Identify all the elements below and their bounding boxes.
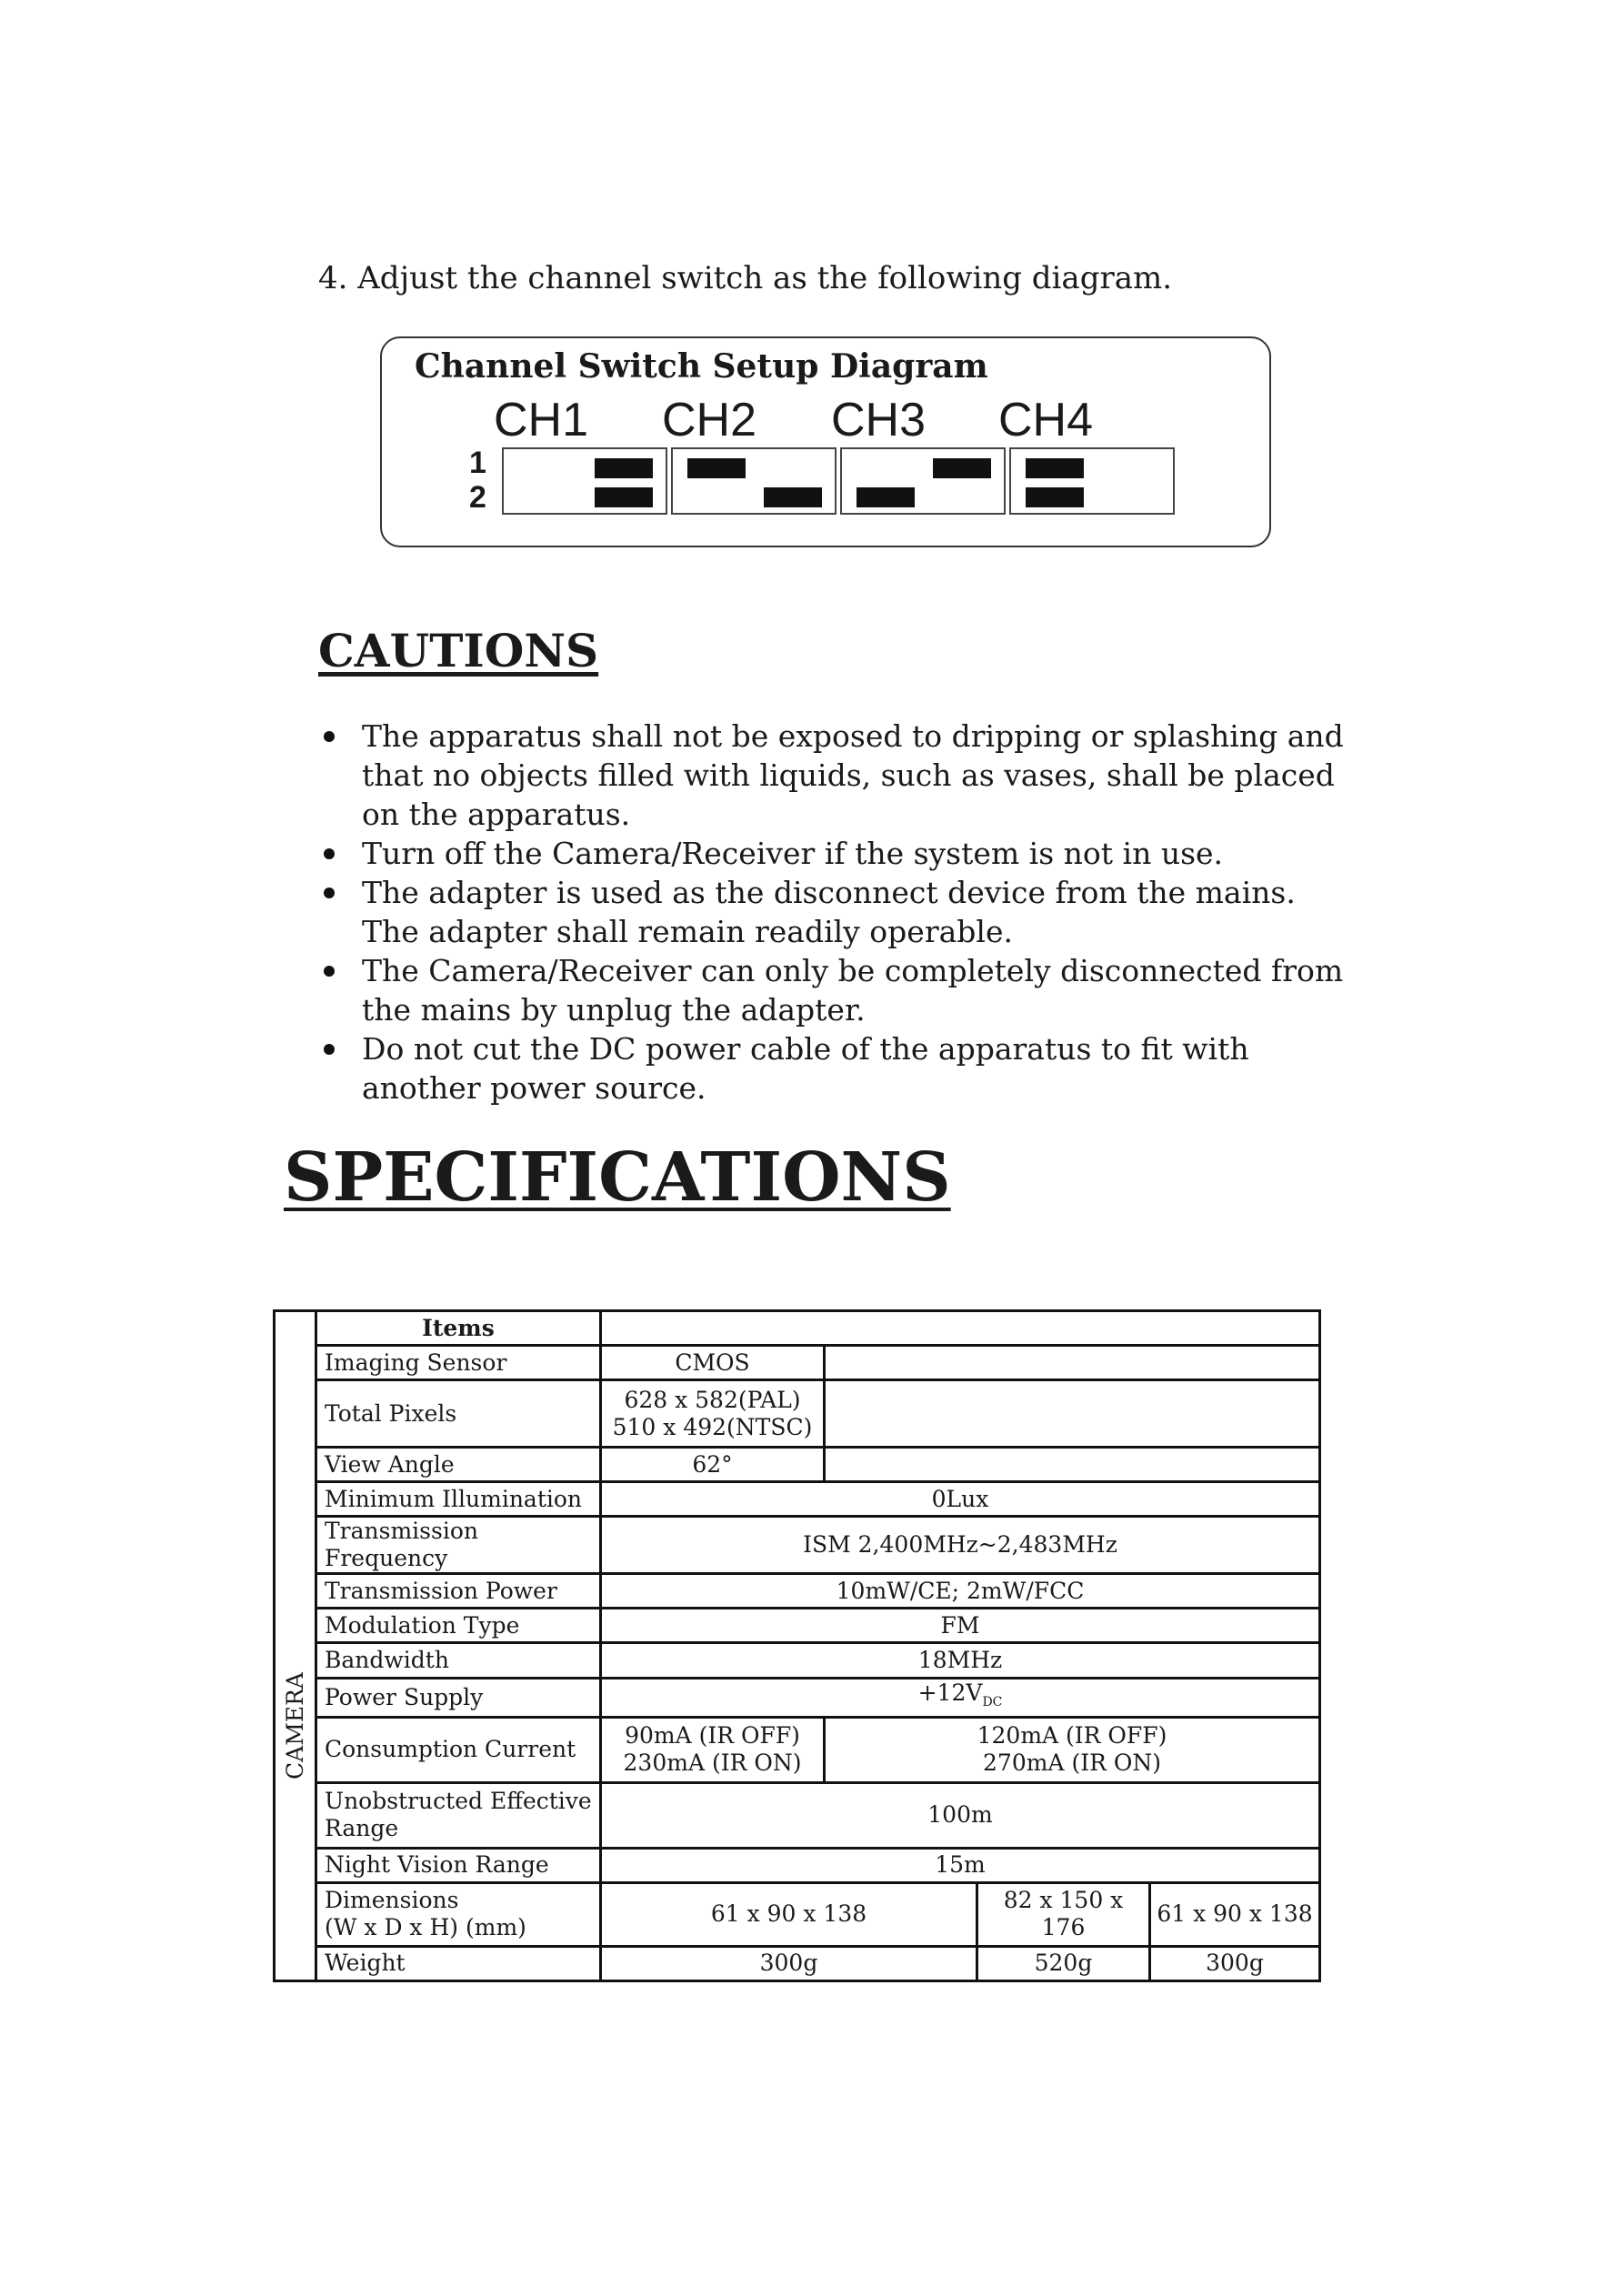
spec-value-modulation: FM	[601, 1609, 1320, 1643]
spec-value-dimensions-1: 61 x 90 x 138	[601, 1882, 977, 1946]
cautions-list	[318, 717, 1346, 1108]
bullet-icon	[324, 966, 335, 977]
spec-label-tx-frequency: Transmission Frequency	[316, 1517, 601, 1574]
spec-value-consumption-b: 120mA (IR OFF) 270mA (IR ON)	[825, 1717, 1320, 1782]
caution-item: The apparatus shall not be exposed to dripping or splashing and that no objects filled with liquids, such as vases, shall be placed on the apparatus.	[318, 717, 1346, 834]
spec-value-bandwidth: 18MHz	[601, 1643, 1320, 1678]
spec-label-bandwidth: Bandwidth	[316, 1643, 601, 1678]
spec-label-imaging-sensor: Imaging Sensor	[316, 1346, 601, 1380]
spec-label-view-angle: View Angle	[316, 1448, 601, 1482]
spec-label-modulation: Modulation Type	[316, 1609, 601, 1643]
spec-value-weight-1: 300g	[601, 1946, 977, 1980]
spec-label-power-supply: Power Supply	[316, 1678, 601, 1717]
switch-ch4	[1009, 447, 1175, 515]
switch-row-2-label: 2	[469, 480, 486, 515]
switch-ch2-bit1-off	[687, 458, 746, 478]
spec-value-tx-frequency: ISM 2,400MHz~2,483MHz	[601, 1517, 1320, 1574]
spec-value-range: 100m	[601, 1782, 1320, 1848]
step-4-instruction: 4. Adjust the channel switch as the following diagram.	[318, 260, 1173, 296]
switch-ch3	[840, 447, 1006, 515]
switch-ch4-bit2-off	[1026, 487, 1084, 507]
spec-value-view-angle: 62°	[601, 1448, 825, 1482]
spec-label-min-illumination: Minimum Illumination	[316, 1482, 601, 1517]
channel-label-ch1: CH1	[493, 394, 589, 446]
switch-ch1-bit2-on	[595, 487, 653, 507]
switch-ch3-bit1-on	[933, 458, 991, 478]
spec-label-dimensions: Dimensions (W x D x H) (mm)	[316, 1882, 601, 1946]
switch-ch3-bit2-off	[857, 487, 915, 507]
spec-value-total-pixels: 628 x 582(PAL) 510 x 492(NTSC)	[601, 1380, 825, 1448]
switch-ch1	[502, 447, 667, 515]
diagram-title: Channel Switch Setup Diagram	[415, 347, 988, 386]
bullet-icon	[324, 848, 335, 859]
spec-value-power-supply: $+12V_{DC}$	[601, 1678, 1320, 1717]
bullet-icon	[324, 1044, 335, 1055]
spec-value-weight-2: 520g	[977, 1946, 1150, 1980]
camera-group-label: CAMERA	[281, 1672, 308, 1780]
spec-value-dimensions-3: 61 x 90 x 138	[1150, 1882, 1320, 1946]
channel-label-ch3: CH3	[830, 394, 927, 446]
spec-value-min-illumination: 0Lux	[601, 1482, 1320, 1517]
switch-ch2-bit2-on	[764, 487, 822, 507]
items-header: Items	[316, 1311, 601, 1346]
specifications-table	[273, 1309, 1318, 1982]
switch-ch1-bit1-on	[595, 458, 653, 478]
channel-label-ch2: CH2	[661, 394, 757, 446]
spec-label-night-vision: Night Vision Range	[316, 1848, 601, 1882]
spec-label-total-pixels: Total Pixels	[316, 1380, 601, 1448]
cautions-heading: CAUTIONS	[318, 624, 599, 677]
spec-value-dimensions-2: 82 x 150 x 176	[977, 1882, 1150, 1946]
spec-label-weight: Weight	[316, 1946, 601, 1980]
switch-row-1-label: 1	[469, 446, 486, 480]
spec-label-tx-power: Transmission Power	[316, 1574, 601, 1609]
caution-item: The adapter is used as the disconnect device from the mains. The adapter shall remain readily operable.	[318, 873, 1346, 951]
spec-label-range: Unobstructed Effective Range	[316, 1782, 601, 1848]
specifications-heading: SPECIFICATIONS	[284, 1138, 951, 1217]
switch-ch4-bit1-off	[1026, 458, 1084, 478]
spec-value-imaging-sensor: CMOS	[601, 1346, 825, 1380]
switch-ch2	[671, 447, 837, 515]
bullet-icon	[324, 887, 335, 898]
spec-value-weight-3: 300g	[1150, 1946, 1320, 1980]
channel-switch-diagram	[380, 336, 1271, 547]
camera-group-cell	[275, 1311, 316, 1981]
channel-label-ch4: CH4	[997, 394, 1094, 446]
spec-value-tx-power: 10mW/CE; 2mW/FCC	[601, 1574, 1320, 1609]
caution-item: The Camera/Receiver can only be completely disconnected from the mains by unplug the adapter.	[318, 951, 1346, 1029]
values-header	[601, 1311, 1320, 1346]
spec-label-consumption: Consumption Current	[316, 1717, 601, 1782]
bullet-icon	[324, 731, 335, 742]
spec-value-consumption-a: 90mA (IR OFF) 230mA (IR ON)	[601, 1717, 825, 1782]
caution-item: Do not cut the DC power cable of the apparatus to fit with another power source.	[318, 1029, 1346, 1108]
spec-value-night-vision: 15m	[601, 1848, 1320, 1882]
caution-item: Turn off the Camera/Receiver if the system is not in use.	[318, 834, 1346, 873]
